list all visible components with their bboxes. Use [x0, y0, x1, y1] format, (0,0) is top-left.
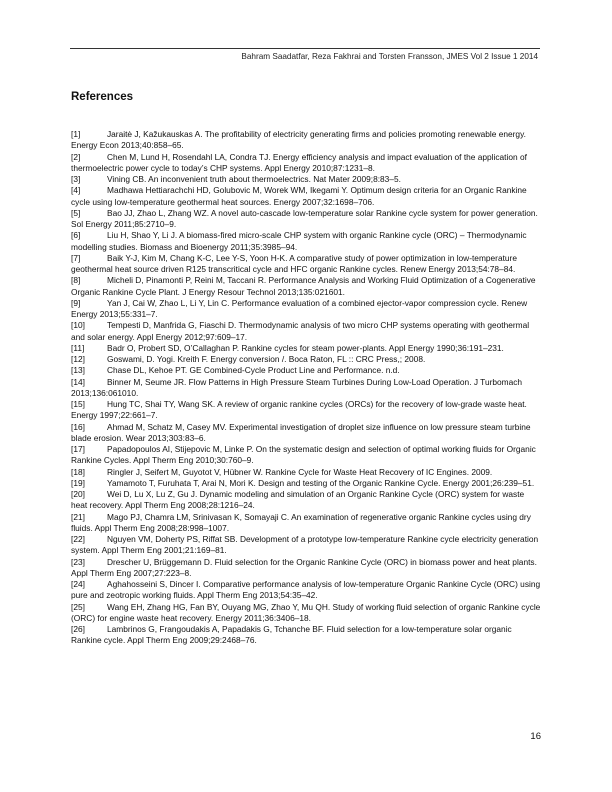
reference-number: [25] [71, 601, 85, 612]
reference-item [71, 422, 542, 445]
reference-number: [11] [71, 342, 85, 353]
reference-item [71, 377, 542, 400]
reference-number: [5] [71, 207, 81, 218]
reference-text: Tempesti D, Manfrida G, Fiaschi D. Thermodynamic analysis of two micro CHP systems operating with geothermal and solar energy. Appl Energy 2012;97:609–17. [71, 320, 530, 342]
reference-text: Nguyen VM, Doherty PS, Riffat SB. Development of a prototype low-temperature Rankine cycle electricity generation system. Appl Therm Eng 2001;21:169–81. [71, 534, 539, 556]
reference-item [71, 129, 542, 152]
reference-text: Papadopoulos AI, Stijepovic M, Linke P. On the systematic design and selection of optimal working fluids for Organic Rankine Cycles. Appl Therm Eng 2010;30:760–9. [71, 444, 536, 466]
reference-text: Baik Y-J, Kim M, Chang K-C, Lee Y-S, Yoon H-K. A comparative study of power optimization in low-temperature geothermal heat source driven R125 transcritical cycle and HFC organic Rankine cycles. Renew Energy 2013;54:78–84. [71, 252, 517, 274]
reference-number: [13] [71, 365, 85, 376]
reference-item [71, 152, 542, 175]
reference-item [71, 489, 542, 512]
reference-number: [22] [71, 534, 85, 544]
reference-text: Bao JJ, Zhao L, Zhang WZ. A novel auto-cascade low-temperature solar Rankine cycle system for power generation. Sol Energy 2011;85:2710–9. [71, 207, 538, 229]
reference-text: Wang EH, Zhang HG, Fan BY, Ouyang MG, Zhao Y, Mu QH. Study of working fluid selection of organic Rankine cycle (ORC) for engine waste heat recovery. Energy 2011;36:3406–18. [71, 601, 541, 623]
reference-number: [26] [71, 624, 85, 634]
reference-item [71, 557, 542, 580]
reference-number: [2] [71, 151, 81, 162]
reference-item [71, 444, 542, 467]
reference-item [71, 534, 542, 557]
reference-number: [9] [71, 297, 81, 308]
header-rule [70, 48, 540, 49]
page-number: 16 [530, 731, 541, 742]
reference-number: [21] [71, 511, 85, 522]
reference-item [71, 185, 542, 208]
reference-item [71, 298, 542, 321]
reference-item [71, 467, 542, 478]
reference-number: [17] [71, 444, 85, 454]
reference-text: Micheli D, Pinamonti P, Reini M, Taccani R. Performance Analysis and Working Fluid Optimization of a Cogenerative Organic Rankine Cycle Plant. J Energy Resour Technol 2013;135:021601. [71, 275, 536, 297]
reference-text: Madhawa Hettiarachchi HD, Golubovic M, Worek WM, Ikegami Y. Optimum design criteria for an Organic Rankine cycle using low-temperature geothermal heat sources. Energy 2007;32:1698–706. [71, 185, 527, 207]
reference-list [71, 129, 542, 647]
reference-number: [10] [71, 320, 85, 331]
reference-text: Ahmad M, Schatz M, Casey MV. Experimental investigation of droplet size influence on low pressure steam turbine blade erosion. Wear 2013;303:83–6. [71, 421, 531, 443]
reference-item [71, 624, 542, 647]
reference-text: Chase DL, Kehoe PT. GE Combined-Cycle Product Line and Performance. n.d. [107, 365, 400, 376]
reference-text: Yan J, Cai W, Zhao L, Li Y, Lin C. Performance evaluation of a combined ejector-vapor compression cycle. Renew Energy 2013;55:331–7. [71, 297, 528, 319]
reference-text: Mago PJ, Chamra LM, Srinivasan K, Somayaji C. An examination of regenerative organic Rankine cycles using dry fluids. Appl Therm Eng 2008;28:998–1007. [71, 511, 531, 533]
reference-text: Drescher U, Brüggemann D. Fluid selection for the Organic Rankine Cycle (ORC) in biomass power and heat plants. Appl Therm Eng 2007;27:223–8. [71, 556, 537, 578]
reference-text: Vining CB. An inconvenient truth about thermoelectrics. Nat Mater 2009;8:83–5. [107, 174, 401, 184]
reference-number: [16] [71, 421, 85, 432]
reference-item [71, 579, 542, 602]
section-title: References [71, 91, 134, 103]
reference-item [71, 253, 542, 276]
reference-item [71, 320, 542, 343]
reference-text: Liu H, Shao Y, Li J. A biomass-fired micro-scale CHP system with organic Rankine cycle (ORC) – Thermodynamic modelling studies. Biomass and Bioenergy 2011;35:3985–94. [71, 230, 527, 252]
reference-text: Yamamoto T, Furuhata T, Arai N, Mori K. Design and testing of the Organic Rankine Cycle. Energy 2001;26:239–51. [107, 477, 535, 488]
reference-text: Ringler J, Seifert M, Guyotot V, Hübner W. Rankine Cycle for Waste Heat Recovery of IC Engines. 2009. [107, 466, 493, 477]
running-head: Bahram Saadatfar, Reza Fakhrai and Torsten Fransson, JMES Vol 2 Issue 1 2014 [241, 52, 538, 61]
reference-number: [12] [71, 354, 85, 364]
reference-text: Aghahosseini S, Dincer I. Comparative performance analysis of low-temperature Organic Rankine Cycle (ORC) using pure and zeotropic working fluids. Appl Therm Eng 2013;54:35–42. [71, 579, 541, 601]
reference-item [71, 343, 542, 354]
reference-text: Jaraitė J, Kažukauskas A. The profitability of electricity generating firms and policies promoting renewable energy. Energy Econ 2013;40:858–65. [71, 129, 526, 151]
reference-item [71, 602, 542, 625]
reference-text: Lambrinos G, Frangoudakis A, Papadakis G, Tchanche BF. Fluid selection for a low-temperature solar organic Rankine cycle. Appl Therm Eng 2009;29:2468–76. [71, 624, 512, 646]
reference-item [71, 365, 542, 376]
reference-number: [7] [71, 252, 81, 263]
reference-number: [24] [71, 579, 85, 589]
reference-number: [6] [71, 230, 81, 241]
reference-number: [1] [71, 129, 81, 139]
reference-item [71, 354, 542, 365]
reference-item [71, 208, 542, 231]
reference-item [71, 399, 542, 422]
reference-item [71, 478, 542, 489]
reference-number: [3] [71, 174, 81, 184]
reference-number: [18] [71, 466, 85, 477]
reference-text: Binner M, Seume JR. Flow Patterns in High Pressure Steam Turbines During Low-Load Operation. J Turbomach 2013;136:061010. [71, 376, 523, 398]
reference-number: [20] [71, 489, 85, 499]
reference-number: [4] [71, 185, 81, 196]
reference-number: [19] [71, 477, 85, 488]
reference-text: Badr O, Probert SD, O’Callaghan P. Rankine cycles for steam power-plants. Appl Energy 1990;36:191–231. [107, 342, 504, 353]
reference-text: Chen M, Lund H, Rosendahl LA, Condra TJ. Energy efficiency analysis and impact evaluation of the application of thermoelectric power cycle to today’s CHP systems. Appl Energy 2010;87:1231–8. [71, 151, 527, 173]
reference-number: [23] [71, 556, 85, 567]
reference-number: [14] [71, 376, 85, 387]
reference-number: [15] [71, 399, 85, 409]
reference-text: Hung TC, Shai TY, Wang SK. A review of organic rankine cycles (ORCs) for the recovery of low-grade waste heat. Energy 1997;22:661–7. [71, 399, 527, 421]
reference-number: [8] [71, 275, 81, 286]
reference-text: Goswami, D. Yogi. Kreith F. Energy conversion /. Boca Raton, FL :: CRC Press,; 2008. [107, 354, 426, 364]
reference-item [71, 174, 542, 185]
reference-item [71, 275, 542, 298]
reference-item [71, 512, 542, 535]
reference-text: Wei D, Lu X, Lu Z, Gu J. Dynamic modeling and simulation of an Organic Rankine Cycle (ORC) system for waste heat recovery. Appl Therm Eng 2008;28:1216–24. [71, 489, 525, 511]
reference-item [71, 230, 542, 253]
